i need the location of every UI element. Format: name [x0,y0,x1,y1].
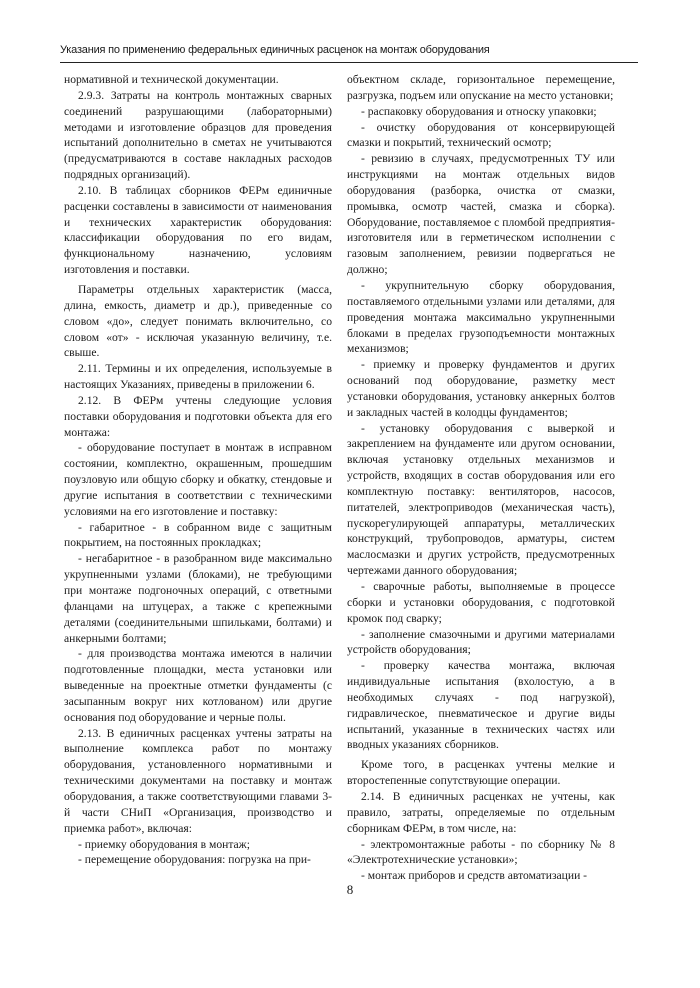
list-item: - укрупнительную сборку оборудования, поставляемого отдельными узлами или деталями, для проведения монтажа максимально укрупненными блоками в пределах грузоподъемности монтажных механизмов; [347,278,615,356]
paragraph: Кроме того, в расценках учтены мелкие и второстепенные сопутствующие операции. [347,758,615,788]
paragraph: Параметры отдельных характеристик (масса, длина, емкость, диаметр и др.), приведенные со словом «до», следует понимать включительно, со словом «от» - исключая указанную величину, т.е. свыше. [64,282,332,360]
list-item: - заполнение смазочными и другими материалами устройств оборудования; [347,627,615,657]
list-item: - электромонтажные работы - по сборнику № 8 «Электротехнические установки»; [347,837,615,867]
list-item: - перемещение оборудования: погрузка на при- [78,853,311,867]
running-header: Указания по применению федеральных единичных расценок на монтаж оборудования [60,44,490,56]
list-item: - оборудование поступает в монтаж в исправном состоянии, комплектно, окрашенным, прошедшим поузловую или общую сборку и обкатку, стендовые и другие испытания в соответствии с техническими условиями на его изготовление и поставку: [64,441,332,518]
list-item: - очистку оборудования от консервирующей смазки и покрытий, технический осмотр; [347,120,615,150]
list-item: - установку оборудования с выверкой и закреплением на фундаменте или другом основании, включая установку отдельных механизмов и устройств, входящих в состав оборудования или его комплектную поставку: вентиляторов, насосов, питателей, электроприводов (механическая часть), пускорегулирующей аппаратуры, металлических конструкций, трубопроводов, арматуры, систем маслосмазки и других устройств, предусмотренных чертежами данного оборудования; [347,421,615,578]
paragraph: нормативной и технической документации. [64,73,279,86]
list-item: - сварочные работы, выполняемые в процессе сборки и установки оборудования, с подготовкой кромок под сварку; [347,580,615,625]
paragraph: 2.13. В единичных расценках учтены затраты на выполнение комплекса работ по монтажу оборудования, установленного нормативными и техническими документами на поставку и монтаж оборудования, а также соответствующими главами 3-й части СНиП «Организация, производство и приемка работ», включая: [64,726,332,835]
page-number: 8 [346,882,354,897]
paragraph: 2.10. В таблицах сборников ФЕРм единичные расценки составлены в зависимости от наименования и технических характеристик оборудования: классификации оборудования по его видам, функциональному назначению, условиям изготовления и поставки. [64,183,332,277]
list-item: - монтаж приборов и средств автоматизации - [361,869,588,883]
paragraph: 2.12. В ФЕРм учтены следующие условия поставки оборудования и подготовки объекта для его монтажа: [64,393,332,439]
paragraph: 2.14. В единичных расценках не учтены, как правило, затраты, определяемые по отдельным сборникам ФЕРм, в том числе, на: [347,789,615,835]
paragraph: 2.9.3. Затраты на контроль монтажных сварных соединений разрушающими (лабораторными) методами и изготовление образцов для проведения испытаний дополнительно в сметах не учитываются (предусматриваются в составе накладных расходов подрядных организаций). [64,88,332,182]
paragraph: 2.11. Термины и их определения, используемые в настоящих Указаниях, приведены в приложении 6. [64,362,332,392]
list-item: - приемку и проверку фундаментов и других оснований под оборудование, разметку мест установки оборудования, установку анкерных болтов и закладных частей в колодцы фундаментов; [347,358,615,419]
list-item: - негабаритное - в разобранном виде максимально укрупненными узлами (блоками), не требующими при монтаже подгоночных операций, с ответными фланцами на штуцерах, а также с крепежными деталями (соединительными шпильками, болтами) и анкерными болтами; [64,552,332,645]
list-item: - ревизию в случаях, предусмотренных ТУ или инструкциями на монтаж отдельных видов оборудования (разборка, очистка от смазки, промывка, осмотр частей, смазка и сборка). Оборудование, поставляемое с пломбой предприятия-изготовителя или в герметическом исполнении с газовым заполнением, ревизии подвергаться не должно; [347,152,615,277]
header-rule [60,62,638,63]
list-item: - распаковку оборудования и относку упаковки; [361,104,597,118]
paragraph: объектном складе, горизонтальное перемещение, разгрузка, подъем или опускание на место установки; [347,73,615,102]
list-item: - приемку оборудования в монтаж; [78,837,250,851]
left-column [64,72,332,868]
list-item: - габаритное - в собранном виде с защитным покрытием, на постоянных прокладках; [64,520,332,550]
list-item: - для производства монтажа имеются в наличии подготовленные площадки, места установки или выведенные на проектные отметки фундаменты (с засыпанным вокруг них котлованом) или другие основания под оборудование и черные полы. [64,647,332,724]
list-item: - проверку качества монтажа, включая индивидуальные испытания (вхолостую, а в необходимых случаях - под нагрузкой), гидравлическое, пневматическое и другие виды испытаний, указанные в технических частях или вводных указаниях сборников. [347,659,615,752]
right-column [347,72,615,884]
